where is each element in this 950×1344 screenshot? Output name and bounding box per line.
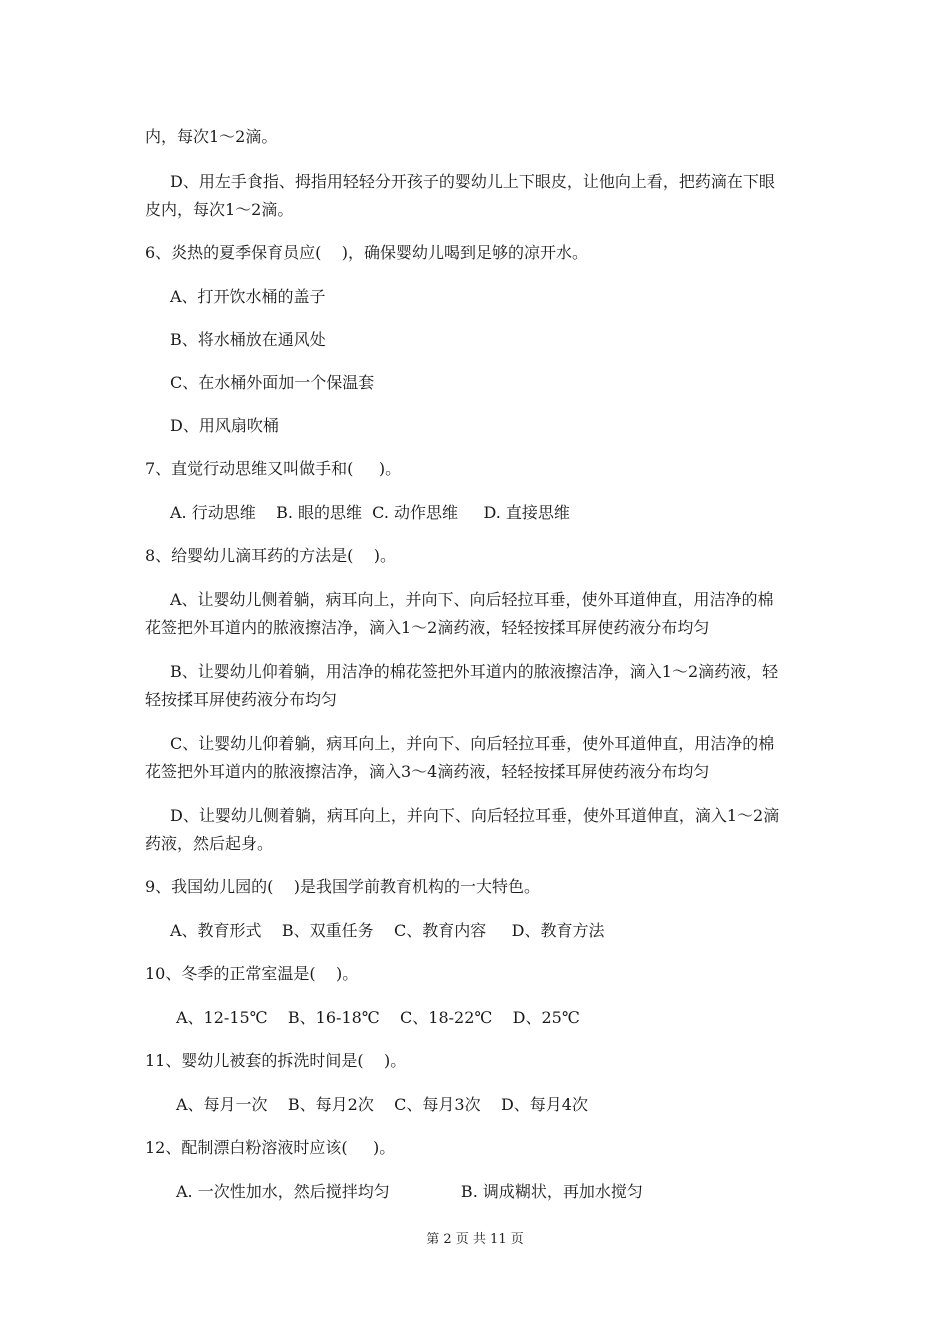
text-line: 内，每次1～2滴。 — [145, 127, 278, 146]
question-7: 7、直觉行动思维又叫做手和( )。 — [145, 459, 402, 478]
page-footer: 第 2 页 共 11 页 — [426, 1232, 524, 1247]
question-8-option-d-line-2: 药液，然后起身。 — [145, 834, 274, 853]
question-8-option-a-line-1: A、让婴幼儿侧着躺，病耳向上，并向下、向后轻拉耳垂，使外耳道伸直，用洁净的棉 — [170, 590, 774, 609]
question-8-option-b-line-2: 轻按揉耳屏使药液分布均匀 — [145, 690, 338, 709]
question-8-option-b-line-1: B、让婴幼儿仰着躺，用洁净的棉花签把外耳道内的脓液擦洁净，滴入1～2滴药液，轻 — [170, 662, 779, 681]
question-11: 11、婴幼儿被套的拆洗时间是( )。 — [145, 1051, 407, 1070]
question-6-option-b: B、将水桶放在通风处 — [170, 330, 326, 349]
question-8-option-c-line-1: C、让婴幼儿仰着躺，病耳向上，并向下、向后轻拉耳垂，使外耳道伸直，用洁净的棉 — [170, 734, 775, 753]
question-6-option-a: A、打开饮水桶的盖子 — [170, 287, 326, 306]
question-8-option-d-line-1: D、让婴幼儿侧着躺，病耳向上，并向下、向后轻拉耳垂，使外耳道伸直，滴入1～2滴 — [170, 806, 780, 825]
question-10-options: A、12-15℃ B、16-18℃ C、18-22℃ D、25℃ — [176, 1008, 580, 1027]
question-8-option-a-line-2: 花签把外耳道内的脓液擦洁净，滴入1～2滴药液，轻轻按揉耳屏使药液分布均匀 — [145, 618, 710, 637]
question-10: 10、冬季的正常室温是( )。 — [145, 964, 359, 983]
question-12: 12、配制漂白粉溶液时应该( )。 — [145, 1138, 396, 1157]
question-9: 9、我国幼儿园的( )是我国学前教育机构的一大特色。 — [145, 877, 541, 896]
question-12-options: A. 一次性加水，然后搅拌均匀 B. 调成糊状，再加水搅匀 — [176, 1182, 643, 1201]
question-6-option-c: C、在水桶外面加一个保温套 — [170, 373, 375, 392]
question-6-option-d: D、用风扇吹桶 — [170, 416, 279, 435]
question-8-option-c-line-2: 花签把外耳道内的脓液擦洁净，滴入3～4滴药液，轻轻按揉耳屏使药液分布均匀 — [145, 762, 710, 781]
question-8: 8、给婴幼儿滴耳药的方法是( )。 — [145, 546, 397, 565]
question-7-options: A. 行动思维 B. 眼的思维 C. 动作思维 D. 直接思维 — [170, 503, 570, 522]
option-d-line-2: 皮内，每次1～2滴。 — [145, 200, 294, 219]
option-d-line-1: D、用左手食指、拇指用轻轻分开孩子的婴幼儿上下眼皮，让他向上看，把药滴在下眼 — [170, 172, 775, 191]
question-6: 6、炎热的夏季保育员应( )，确保婴幼儿喝到足够的凉开水。 — [145, 243, 589, 262]
question-11-options: A、每月一次 B、每月2次 C、每月3次 D、每月4次 — [176, 1095, 588, 1114]
question-9-options: A、教育形式 B、双重任务 C、教育内容 D、教育方法 — [170, 921, 605, 940]
